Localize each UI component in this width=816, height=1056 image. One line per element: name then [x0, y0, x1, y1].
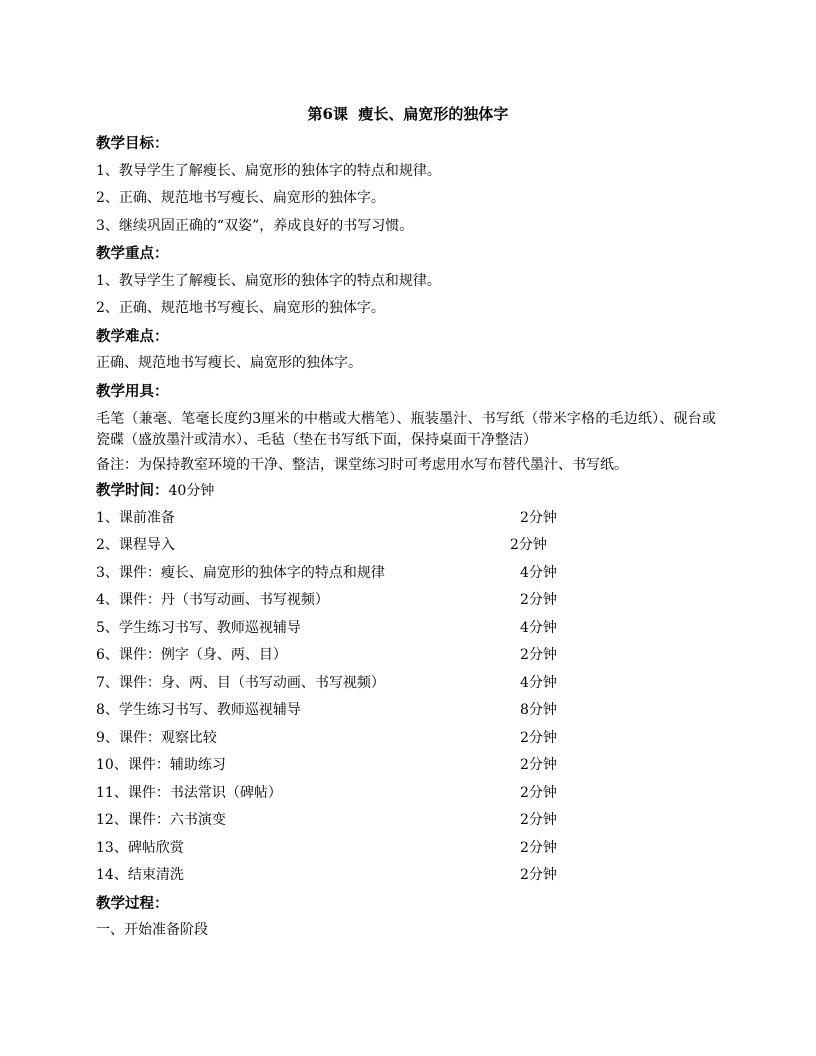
time-heading: 教学时间：	[96, 482, 169, 499]
schedule-label: 6、课件：例字（身、两、目）	[96, 647, 287, 663]
schedule-duration: 2分钟	[520, 647, 557, 663]
schedule-row	[96, 780, 716, 808]
schedule-label: 4、课件：丹（书写动画、书写视频）	[96, 592, 329, 608]
schedule-row	[96, 725, 716, 753]
schedule-row	[96, 642, 716, 670]
schedule-label: 9、课件：观察比较	[96, 729, 217, 746]
tools-text: 毛笔（兼毫、笔毫长度约3厘米的中楷或大楷笔）、瓶装墨汁、书写纸（带米字格的毛边纸）、砚台或瓷碟（盛放墨汁或清水）、毛毡（垫在书写纸下面，保持桌面干净整洁）	[96, 411, 716, 448]
key-point-item: 2、正确、规范地书写瘦长、扁宽形的独体字。	[96, 300, 385, 316]
schedule-row	[96, 862, 716, 890]
tools-heading: 教学用具：	[96, 382, 169, 400]
process-heading: 教学过程：	[96, 894, 169, 912]
schedule-row	[96, 670, 716, 698]
tools-note: 备注：为保持教室环境的干净、整洁，课堂练习时可考虑用水写布替代墨汁、书写纸。	[96, 457, 628, 473]
objectives-heading: 教学目标：	[96, 135, 169, 152]
difficulties-text: 正确、规范地书写瘦长、扁宽形的独体字。	[96, 355, 362, 371]
schedule-label: 5、学生练习书写、教师巡视辅导	[96, 619, 301, 636]
schedule-duration: 2分钟	[520, 839, 557, 856]
difficulties-heading: 教学难点：	[96, 327, 169, 345]
schedule-duration: 2分钟	[520, 867, 557, 883]
schedule-duration: 2分钟	[520, 509, 557, 526]
schedule-row	[96, 752, 716, 780]
schedule-row	[96, 697, 716, 725]
schedule-label: 10、课件：辅助练习	[96, 757, 226, 773]
schedule-label: 11、课件：书法常识（碑帖）	[96, 784, 282, 801]
schedule-row	[96, 835, 716, 863]
schedule-duration: 4分钟	[520, 674, 557, 691]
time-heading-line	[96, 477, 716, 505]
objective-item: 2、正确、规范地书写瘦长、扁宽形的独体字。	[96, 190, 385, 206]
schedule-duration: 4分钟	[520, 619, 557, 636]
schedule-label: 3、课件：瘦长、扁宽形的独体字的特点和规律	[96, 564, 385, 581]
schedule-duration: 2分钟	[520, 757, 557, 773]
schedule-row	[96, 505, 716, 533]
time-total: 40分钟	[168, 483, 215, 499]
schedule-label: 13、碑帖欣赏	[96, 839, 184, 856]
schedule-row	[96, 807, 716, 835]
schedule-label: 1、课前准备	[96, 509, 175, 526]
schedule-row	[96, 615, 716, 643]
schedule-label: 2、课程导入	[96, 537, 175, 553]
page-title: 第6课 瘦长、扁宽形的独体字	[307, 105, 509, 123]
schedule-duration: 2分钟	[520, 812, 557, 828]
document-body	[96, 130, 716, 945]
schedule-row	[96, 560, 716, 588]
schedule-label: 12、课件：六书演变	[96, 812, 226, 828]
schedule-label: 8、学生练习书写、教师巡视辅导	[96, 702, 301, 718]
objective-item: 1、教导学生了解瘦长、扁宽形的独体字的特点和规律。	[96, 162, 441, 179]
schedule-label: 7、课件：身、两、目（书写动画、书写视频）	[96, 674, 385, 691]
schedule-duration: 8分钟	[520, 702, 557, 718]
key-point-item: 1、教导学生了解瘦长、扁宽形的独体字的特点和规律。	[96, 272, 441, 289]
schedule-duration: 2分钟	[510, 537, 547, 553]
key-points-heading: 教学重点：	[96, 245, 169, 262]
schedule-duration: 2分钟	[520, 592, 557, 608]
schedule-duration: 4分钟	[520, 564, 557, 581]
objective-item: 3、继续巩固正确的“双姿”，养成良好的书写习惯。	[96, 217, 414, 234]
schedule-row	[96, 587, 716, 615]
schedule-label: 14、结束清洗	[96, 867, 184, 883]
process-item: 一、开始准备阶段	[96, 922, 208, 938]
schedule-duration: 2分钟	[520, 784, 557, 801]
schedule-row	[96, 532, 716, 560]
schedule-duration: 2分钟	[520, 729, 557, 746]
